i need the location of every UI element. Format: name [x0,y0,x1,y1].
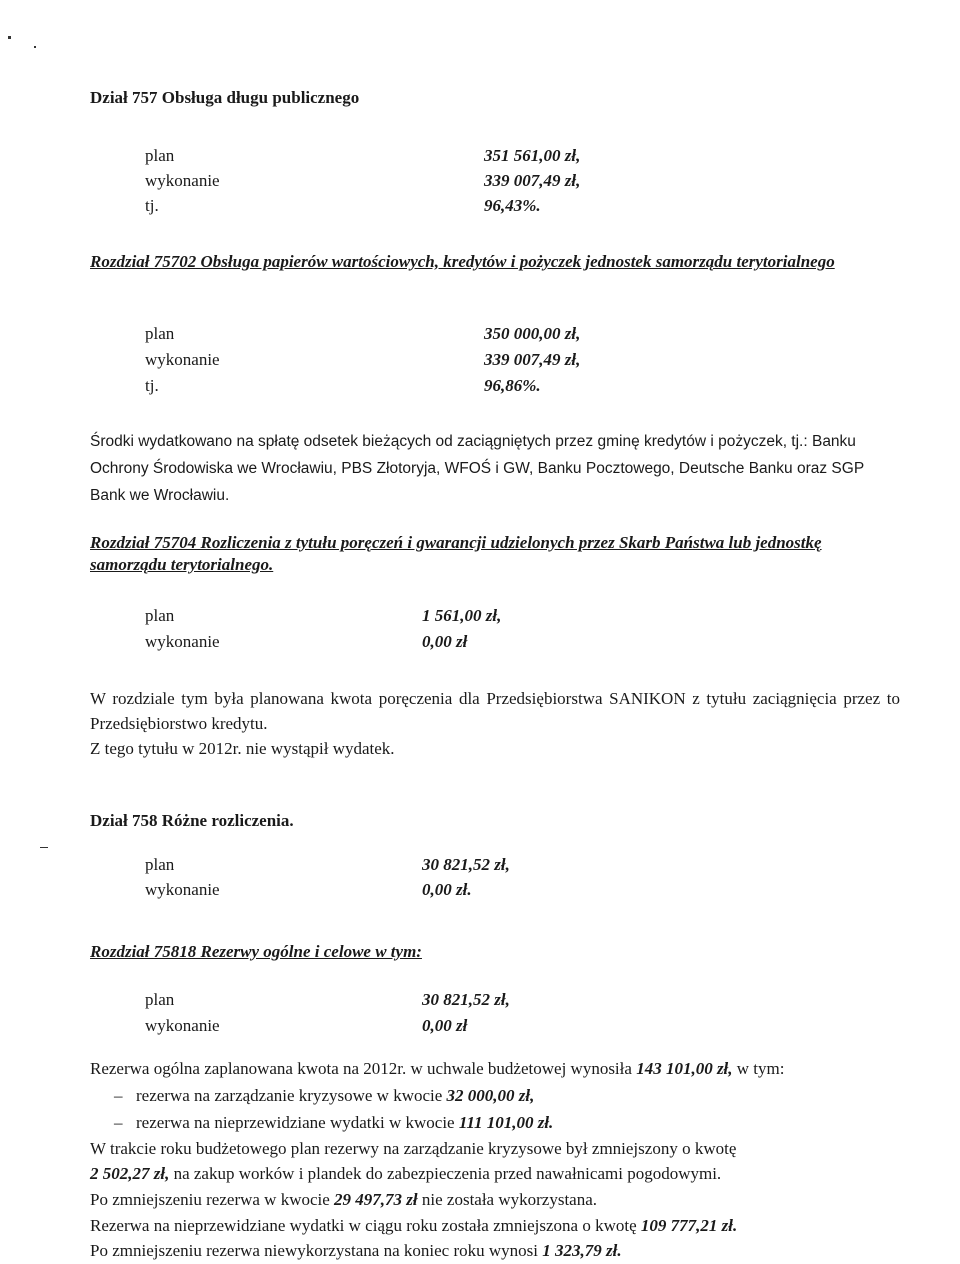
list-item-amount: 111 101,00 zł. [458,1113,554,1132]
wykonanie-value: 0,00 zł [422,632,468,651]
rezerwa-p4-amount: 1 323,79 zł. [542,1241,622,1260]
rezerwa-intro-suffix: w tym: [732,1059,785,1078]
rezerwa-p3-text: Rezerwa na nieprzewidziane wydatki w ciągu roku została zmniejszona o kwotę [90,1216,641,1235]
rezerwa-p2-text: Po zmniejszeniu rezerwa w kwocie [90,1190,335,1209]
scan-speck [40,847,48,848]
rezerwa-paragraph-4 [90,1238,622,1263]
wykonanie-label: wykonanie [145,632,220,651]
tj-label: tj. [145,196,159,215]
plan-label: plan [145,855,175,874]
tj-value: 96,86%. [484,376,541,395]
list-dash: – [114,1113,123,1132]
list-dash: – [114,1086,123,1105]
rozdzial-75702-heading: Rozdział 75702 Obsługa papierów wartościowych, kredytów i pożyczek jednostek samorządu terytorialnego [90,252,835,271]
plan-label: plan [145,606,175,625]
scan-speck [34,46,36,48]
list-item [114,1086,534,1106]
rezerwa-paragraph-1-line-2 [90,1161,721,1186]
rozdzial-75704-note: Z tego tytułu w 2012r. nie wystąpił wydatek. [90,739,395,758]
plan-label: plan [145,146,175,165]
wykonanie-label: wykonanie [145,1016,220,1035]
tj-value: 96,43%. [484,196,541,215]
rozdzial-75704-heading: Rozdział 75704 Rozliczenia z tytułu poręczeń i gwarancji udzielonych przez Skarb Państwa lub jednostkę samorządu terytorialnego. [90,533,822,574]
rezerwa-intro-text: Rezerwa ogólna zaplanowana kwota na 2012r. w uchwale budżetowej wynosiła [90,1059,637,1078]
rozdzial-75702-paragraph: Środki wydatkowano na spłatę odsetek bieżących od zaciągniętych przez gminę kredytów i pożyczek, tj.: Banku Ochrony Środowiska we Wrocławiu, PBS Złotoryja, WFOŚ i GW, Banku Pocztowego, Deutsche Banku oraz SGP Bank we Wrocławiu. [90,433,864,504]
plan-label: plan [145,324,175,343]
plan-value: 30 821,52 zł, [422,855,510,874]
wykonanie-label: wykonanie [145,171,220,190]
rezerwa-paragraph-3 [90,1213,737,1238]
rezerwa-intro [90,1056,784,1081]
wykonanie-value: 339 007,49 zł, [484,171,581,190]
plan-value: 351 561,00 zł, [484,146,581,165]
list-item [114,1113,553,1133]
plan-label: plan [145,990,175,1009]
wykonanie-value: 0,00 zł. [422,880,472,899]
rezerwa-p4-text: Po zmniejszeniu rezerwa niewykorzystana na koniec roku wynosi [90,1241,543,1260]
wykonanie-value: 339 007,49 zł, [484,350,581,369]
dzial-757-heading: Dział 757 Obsługa długu publicznego [90,88,360,107]
plan-value: 30 821,52 zł, [422,990,510,1009]
wykonanie-label: wykonanie [145,880,220,899]
rezerwa-paragraph-1-line-1: W trakcie roku budżetowego plan rezerwy na zarządzanie kryzysowe był zmniejszony o kwotę [90,1139,737,1158]
rezerwa-paragraph-2 [90,1187,597,1212]
plan-value: 350 000,00 zł, [484,324,581,343]
rezerwa-p1-amount: 2 502,27 zł, [90,1164,170,1183]
rezerwa-p2-amount: 29 497,73 zł [334,1190,418,1209]
rozdzial-75818-heading: Rozdział 75818 Rezerwy ogólne i celowe w tym: [90,942,422,961]
rezerwa-intro-amount: 143 101,00 zł, [636,1059,733,1078]
rezerwa-p1-suffix: na zakup worków i plandek do zabezpieczenia przed nawałnicami pogodowymi. [169,1164,722,1183]
dzial-758-heading: Dział 758 Różne rozliczenia. [90,811,294,830]
list-item-text: rezerwa na nieprzewidziane wydatki w kwocie [136,1113,459,1132]
rozdzial-75704-paragraph: W rozdziale tym była planowana kwota poręczenia dla Przedsiębiorstwa SANIKON z tytułu zaciągnięcia przez to Przedsiębiorstwo kredytu. [90,689,900,733]
wykonanie-value: 0,00 zł [422,1016,468,1035]
rezerwa-p2-suffix: nie została wykorzystana. [417,1190,598,1209]
list-item-amount: 32 000,00 zł, [446,1086,535,1105]
rezerwa-p3-amount: 109 777,21 zł. [640,1216,738,1235]
wykonanie-label: wykonanie [145,350,220,369]
plan-value: 1 561,00 zł, [422,606,502,625]
tj-label: tj. [145,376,159,395]
scan-speck [8,36,11,39]
list-item-text: rezerwa na zarządzanie kryzysowe w kwocie [136,1086,447,1105]
